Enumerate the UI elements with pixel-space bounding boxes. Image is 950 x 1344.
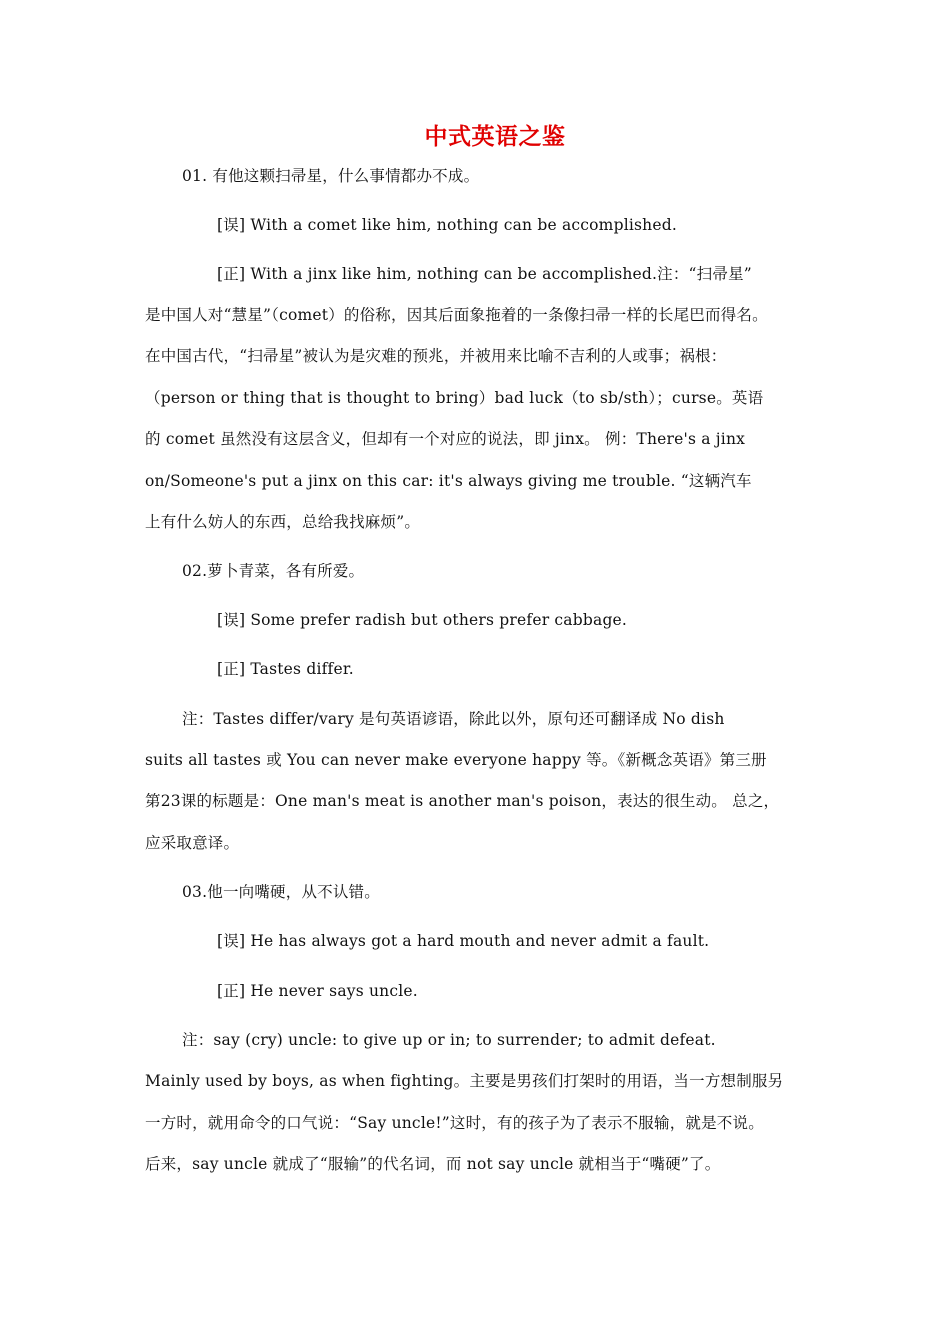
note-2-line-2: suits all tastes 或 You can never make everyone happy 等。《新概念英语》第三册 [145, 751, 767, 769]
note-1-line-1: 是中国人对“慧星”（comet）的俗称，因其后面象拖着的一条像扫帚一样的长尾巴而得名。 [145, 306, 768, 324]
correct-translation-2: [正] Tastes differ. [217, 660, 354, 678]
wrong-translation-1: [误] With a comet like him, nothing can be accomplished. [217, 216, 677, 234]
note-2-line-1: 注：Tastes differ/vary 是句英语谚语，除此以外，原句还可翻译成 No dish [182, 710, 725, 728]
note-2-line-4: 应采取意译。 [145, 834, 240, 852]
question-3: 03.他一向嘴硬，从不认错。 [182, 883, 380, 901]
question-2: 02.萝卜青菜，各有所爱。 [182, 562, 365, 580]
question-1: 01. 有他这颗扫帚星，什么事情都办不成。 [182, 167, 480, 185]
note-1-line-6: 上有什么妨人的东西，总给我找麻烦”。 [145, 513, 421, 531]
correct-translation-1: [正] With a jinx like him, nothing can be accomplished.注：“扫帚星” [217, 265, 752, 283]
wrong-translation-3: [误] He has always got a hard mouth and never admit a fault. [217, 932, 710, 950]
note-3-line-2: Mainly used by boys, as when fighting。主要是男孩们打架时的用语，当一方想制服另 [145, 1072, 784, 1090]
note-3-line-3: 一方时，就用命令的口气说：“Say uncle!”这时，有的孩子为了表示不服输，就是不说。 [145, 1114, 764, 1132]
correct-translation-3: [正] He never says uncle. [217, 982, 418, 1000]
note-1-line-4: 的 comet 虽然没有这层含义，但却有一个对应的说法，即 jinx。 例：There's a jinx [145, 430, 746, 448]
note-1-line-3: （person or thing that is thought to bring）bad luck（to sb/sth）；curse。英语 [145, 389, 764, 407]
note-2-line-3: 第23课的标题是：One man's meat is another man's poison，表达的很生动。 总之， [145, 792, 780, 810]
note-1-line-2: 在中国古代，“扫帚星”被认为是灾难的预兆，并被用来比喻不吉利的人或事；祸根： [145, 347, 727, 365]
note-1-line-5: on/Someone's put a jinx on this car: it's always giving me trouble. “这辆汽车 [145, 472, 752, 490]
wrong-translation-2: [误] Some prefer radish but others prefer cabbage. [217, 611, 628, 629]
page-title: 中式英语之鉴 [424, 124, 566, 150]
note-3-line-4: 后来，say uncle 就成了“服输”的代名词，而 not say uncle 就相当于“嘴硬”了。 [145, 1155, 721, 1173]
note-3-line-1: 注：say (cry) uncle: to give up or in; to surrender; to admit defeat. [182, 1031, 716, 1049]
